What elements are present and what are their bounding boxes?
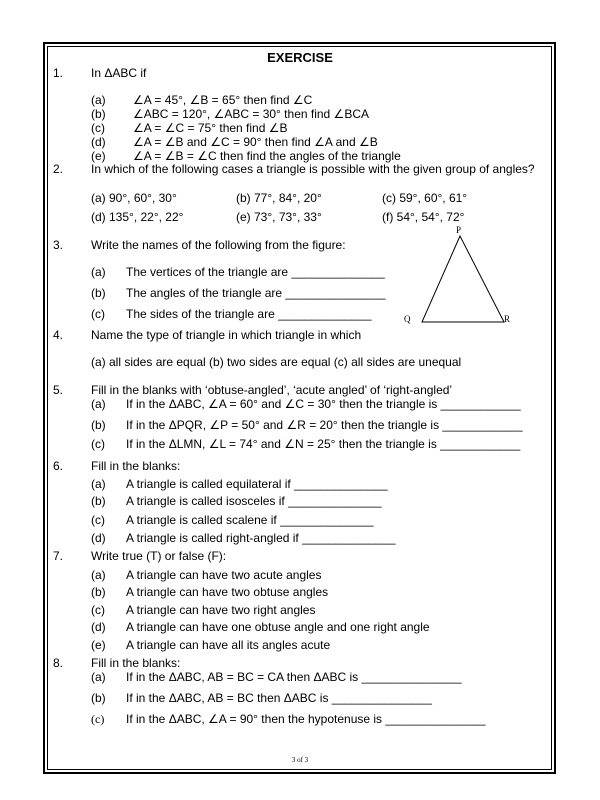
triangle-pqr (422, 236, 504, 322)
item-text: ∠A = ∠C = 75° then find ∠B (133, 121, 288, 135)
item-text: A triangle can have two obtuse angles (126, 585, 329, 599)
vertex-label-q: Q (404, 314, 411, 324)
item-text: If in the ΔPQR, ∠P = 50° and ∠R = 20° then the triangle is ____________ (126, 418, 523, 432)
page-number: 3 of 3 (291, 756, 309, 764)
item-label: (b) (91, 286, 106, 300)
question-number: 3. (53, 238, 64, 252)
item-text: ∠A = 45°, ∠B = 65° then find ∠C (133, 93, 313, 107)
item-label: (b) (91, 418, 106, 432)
item-label: (d) (91, 135, 106, 149)
item-label: (a) (91, 670, 106, 684)
item-text: A triangle is called scalene if ______________ (126, 513, 374, 527)
item-text: A triangle is called isosceles if ______________ (126, 494, 382, 508)
item-text: A triangle can have all its angles acute (126, 638, 331, 652)
question-number: 4. (53, 328, 64, 342)
question-text: Fill in the blanks: (91, 459, 181, 473)
question-number: 7. (53, 549, 64, 563)
item-text: If in the ΔLMN, ∠L = 74° and ∠N = 25° then the triangle is ____________ (126, 437, 521, 451)
question-number: 8. (53, 656, 64, 670)
page-title: EXERCISE (267, 50, 333, 65)
question-number: 1. (53, 66, 64, 80)
item-label: (b) (91, 494, 106, 508)
item-text: If in the ΔABC, AB = BC then ΔABC is _______________ (126, 691, 432, 705)
option: (d) 135°, 22°, 22° (91, 210, 184, 224)
item-label: (c) (91, 603, 105, 617)
question-text: Write true (T) or false (F): (91, 549, 227, 563)
vertex-label-p: P (456, 225, 462, 235)
item-label: (a) (91, 477, 106, 491)
item-label: (c) (91, 307, 105, 321)
question-number: 2. (53, 162, 64, 176)
item-text: If in the ΔABC, ∠A = 90° then the hypotenuse is _______________ (126, 712, 486, 726)
question-text: In which of the following cases a triangle is possible with the given group of angles? (91, 162, 535, 176)
option: (b) 77°, 84°, 20° (236, 191, 322, 205)
item-label: (b) (91, 585, 106, 599)
item-label: (e) (91, 149, 106, 163)
item-label: (d) (91, 620, 106, 634)
question-number: 6. (53, 459, 64, 473)
question-text: Fill in the blanks: (91, 656, 181, 670)
item-text: ∠A = ∠B = ∠C then find the angles of the triangle (133, 149, 401, 163)
question-text: In ΔABC if (91, 66, 147, 80)
item-label: (d) (91, 531, 106, 545)
option: (e) 73°, 73°, 33° (236, 210, 322, 224)
item-text: The angles of the triangle are _______________ (126, 286, 386, 300)
item-label: (a) (91, 93, 106, 107)
option: (c) 59°, 60°, 61° (382, 191, 468, 205)
question-text: Write the names of the following from the figure: (91, 238, 346, 252)
item-label: (c) (91, 712, 105, 726)
item-text: If in the ΔABC, ∠A = 60° and ∠C = 30° then the triangle is ____________ (126, 397, 521, 411)
item-label: (c) (91, 121, 105, 135)
item-text: A triangle can have two acute angles (126, 568, 322, 582)
item-label: (c) (91, 437, 105, 451)
item-label: (a) (91, 397, 106, 411)
item-text: If in the ΔABC, AB = BC = CA then ΔABC is _______________ (126, 670, 462, 684)
question-number: 5. (53, 383, 64, 397)
item-label: (c) (91, 513, 105, 527)
item-text: A triangle can have two right angles (126, 603, 316, 617)
item-label: (e) (91, 638, 106, 652)
question-text: Name the type of triangle in which triangle in which (91, 328, 362, 342)
item-text: A triangle is called equilateral if ______________ (126, 477, 388, 491)
vertex-label-r: R (504, 314, 511, 324)
item-text: The vertices of the triangle are ______________ (126, 265, 385, 279)
question-subtext: (a) all sides are equal (b) two sides are equal (c) all sides are unequal (91, 355, 462, 369)
item-label: (b) (91, 107, 106, 121)
item-text: A triangle can have one obtuse angle and one right angle (126, 620, 430, 634)
item-text: A triangle is called right-angled if ______________ (126, 531, 396, 545)
triangle-figure (395, 222, 525, 332)
item-label: (a) (91, 265, 106, 279)
option: (a) 90°, 60°, 30° (91, 191, 177, 205)
question-text: Fill in the blanks with ‘obtuse-angled’, ‘acute angled’ of ‘right-angled’ (91, 383, 453, 397)
item-text: ∠ABC = 120°, ∠ABC = 30° then find ∠BCA (133, 107, 369, 121)
item-text: The sides of the triangle are ______________ (126, 307, 372, 321)
item-label: (a) (91, 568, 106, 582)
option: (f) 54°, 54°, 72° (382, 210, 465, 224)
item-text: ∠A = ∠B and ∠C = 90° then find ∠A and ∠B (133, 135, 378, 149)
item-label: (b) (91, 691, 106, 705)
